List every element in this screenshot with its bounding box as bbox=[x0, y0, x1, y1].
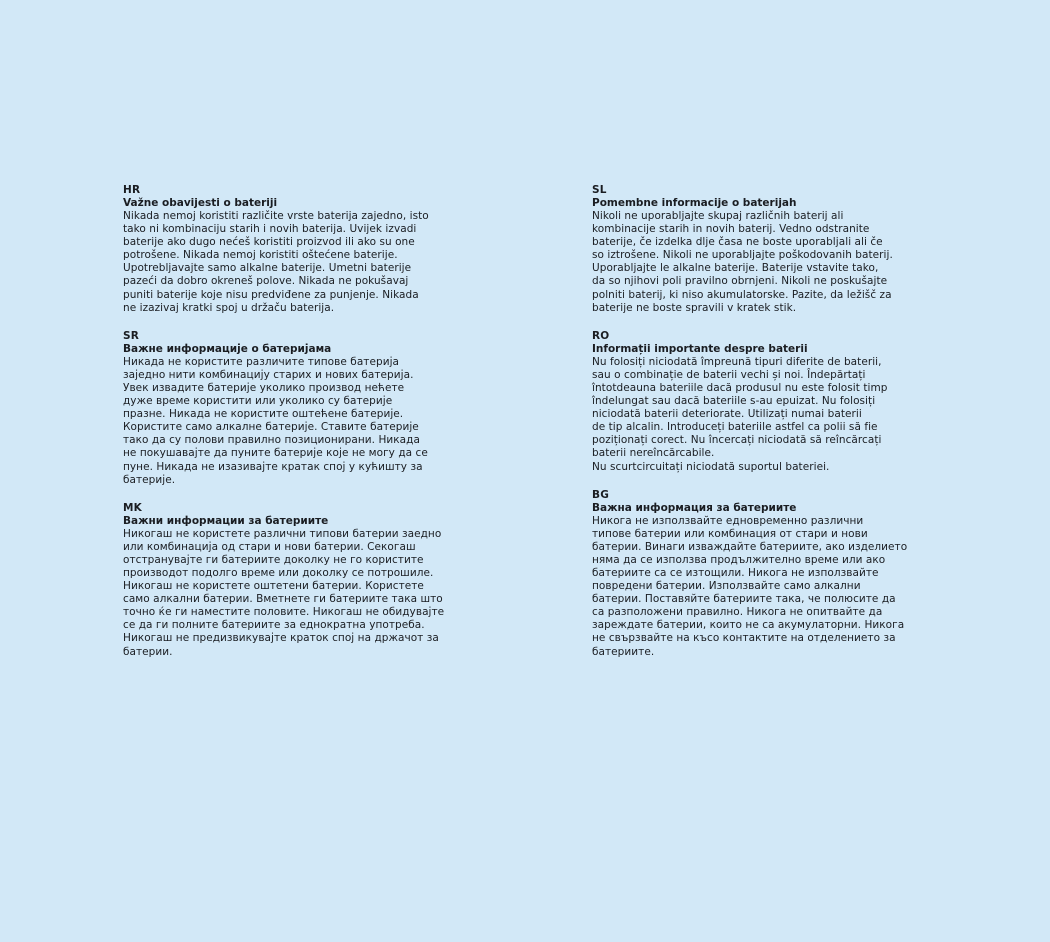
body-line: Користите само алкалне батерије. Ставите батерије bbox=[123, 421, 419, 434]
body-line: îndelungat sau dacă bateriile s-au epuizat. Nu folosiți bbox=[592, 395, 876, 408]
body-line: са разположени правилно. Никога не опитвайте да bbox=[592, 606, 883, 619]
body-line: батериите са се изтощили. Никога не използвайте bbox=[592, 566, 879, 579]
section-title: Pomembne informacije o baterijah bbox=[592, 197, 797, 209]
body-line: Nu scurtcircuitați niciodată suportul bateriei. bbox=[592, 460, 830, 473]
body-line: дуже време користити или уколико су батерије bbox=[123, 395, 393, 408]
language-code: SL bbox=[592, 184, 607, 196]
body-line: baterije ne boste spravili v kratek stik. bbox=[592, 301, 797, 314]
body-line: so iztrošene. Nikoli ne uporabljajte poškodovanih baterij. bbox=[592, 249, 893, 262]
body-line: няма да се използва продължително време или ако bbox=[592, 553, 886, 566]
body-line: или комбинација од стари и нови батерии. Секогаш bbox=[123, 540, 416, 553]
body-line: пуне. Никада не изазивајте кратак спој у кућишту за bbox=[123, 460, 423, 473]
body-line: типове батерии или комбинация от стари и нови bbox=[592, 527, 868, 540]
right-column bbox=[592, 184, 922, 674]
body-line: ne izazivaj kratki spoj u držaču baterija. bbox=[123, 301, 335, 314]
body-line: батерии. Винаги изваждайте батериите, ако изделието bbox=[592, 540, 908, 553]
body-line: точно ќе ги наместите половите. Никогаш не обидувајте bbox=[123, 606, 445, 619]
body-line: Никогаш не користете оштетени батерии. Користете bbox=[123, 580, 424, 593]
body-line: puniti baterije koje nisu predviđene za punjenje. Nikada bbox=[123, 288, 419, 301]
body-line: baterii nereîncărcabile. bbox=[592, 447, 715, 460]
language-code: SR bbox=[123, 329, 140, 342]
body-line: sau o combinație de baterii vechi și noi. Îndepărtați bbox=[592, 368, 866, 381]
section-title: Važne obavijesti o bateriji bbox=[123, 197, 278, 209]
body-line: baterije ako dugo nećeš koristiti proizvod ili ako su one bbox=[123, 236, 415, 249]
body-line: се да ги полните батериите за еднократна употреба. bbox=[123, 619, 425, 632]
body-line: baterije, če izdelka dlje časa ne boste uporabljali ali če bbox=[592, 236, 883, 249]
section-title: Важна информация за батериите bbox=[592, 501, 797, 514]
body-line: pazeći da dobro okreneš polove. Nikada ne pokušavaj bbox=[123, 275, 409, 288]
language-code: RO bbox=[592, 329, 610, 342]
section-sl bbox=[592, 184, 922, 315]
body-line: тако да су полови правилно позиционирани. Никада bbox=[123, 434, 420, 447]
language-code: HR bbox=[123, 184, 141, 196]
section-mk bbox=[123, 502, 453, 659]
body-line: Никогаш не предизвикувајте краток спој на држачот за bbox=[123, 632, 439, 645]
body-line: niciodată baterii deteriorate. Utilizați numai baterii bbox=[592, 408, 862, 421]
language-code: MK bbox=[123, 501, 142, 514]
body-line: întotdeauna bateriile dacă produsul nu este folosit timp bbox=[592, 381, 888, 394]
body-line: poziționați corect. Nu încercați niciodată să reîncărcați bbox=[592, 434, 882, 447]
body-line: не свързвайте на късо контактите на отделението за bbox=[592, 632, 896, 645]
body-line: зареждате батерии, които не са акумулаторни. Никога bbox=[592, 619, 905, 632]
body-line: не покушавајте да пуните батерије које не могу да се bbox=[123, 447, 428, 460]
body-line: Uporabljajte le alkalne baterije. Baterije vstavite tako, bbox=[592, 262, 879, 275]
section-bg bbox=[592, 489, 922, 659]
body-line: polniti baterij, ki niso akumulatorske. Pazite, da ležišč za bbox=[592, 288, 892, 301]
body-line: Nikoli ne uporabljajte skupaj različnih baterij ali bbox=[592, 210, 844, 222]
body-line: повредени батерии. Използвайте само алкални bbox=[592, 580, 861, 593]
body-line: Nikada nemoj koristiti različite vrste baterija zajedno, isto bbox=[123, 210, 429, 222]
left-column bbox=[123, 184, 453, 674]
body-line: potrošene. Nikada nemoj koristiti oštećene baterije. bbox=[123, 249, 398, 262]
section-title: Важне информације о батеријама bbox=[123, 342, 332, 355]
body-line: производот подолго време или доколку се потрошиле. bbox=[123, 566, 434, 579]
section-hr bbox=[123, 184, 453, 315]
section-title: Informații importante despre baterii bbox=[592, 342, 808, 355]
body-line: батерии. bbox=[123, 645, 173, 658]
body-line: Upotrebljavajte samo alkalne baterije. Umetni baterije bbox=[123, 262, 412, 275]
language-code: BG bbox=[592, 488, 610, 501]
body-line: da so njihovi poli pravilno obrnjeni. Nikoli ne poskušajte bbox=[592, 275, 888, 288]
body-line: батерии. Поставяйте батериите така, че полюсите да bbox=[592, 593, 896, 606]
body-line: Nu folosiți niciodată împreună tipuri diferite de baterii, bbox=[592, 355, 882, 368]
body-line: батериите. bbox=[592, 645, 655, 658]
body-line: de tip alcalin. Introduceți bateriile astfel ca polii să fie bbox=[592, 421, 878, 434]
body-line: батерије. bbox=[123, 473, 176, 486]
body-line: Никогаш не користете различни типови батерии заедно bbox=[123, 527, 442, 540]
section-title: Важни информации за батериите bbox=[123, 514, 329, 527]
section-sr bbox=[123, 330, 453, 487]
body-line: празне. Никада не користите оштећене батерије. bbox=[123, 408, 404, 421]
body-line: tako ni kombinaciju starih i novih baterija. Uvijek izvadi bbox=[123, 223, 417, 236]
body-line: само алкални батерии. Вметнете ги батериите така што bbox=[123, 593, 443, 606]
body-line: заједно нити комбинацију старих и нових батерија. bbox=[123, 368, 414, 381]
body-line: kombinacije starih in novih baterij. Vedno odstranite bbox=[592, 223, 870, 236]
body-line: отстранувајте ги батериите доколку не го користите bbox=[123, 553, 424, 566]
body-line: Увек извадите батерије уколико производ нећете bbox=[123, 381, 405, 394]
section-ro bbox=[592, 330, 922, 474]
body-line: Никада не користите различите типове батерија bbox=[123, 355, 400, 368]
body-line: Никога не използвайте едновременно различни bbox=[592, 514, 864, 527]
